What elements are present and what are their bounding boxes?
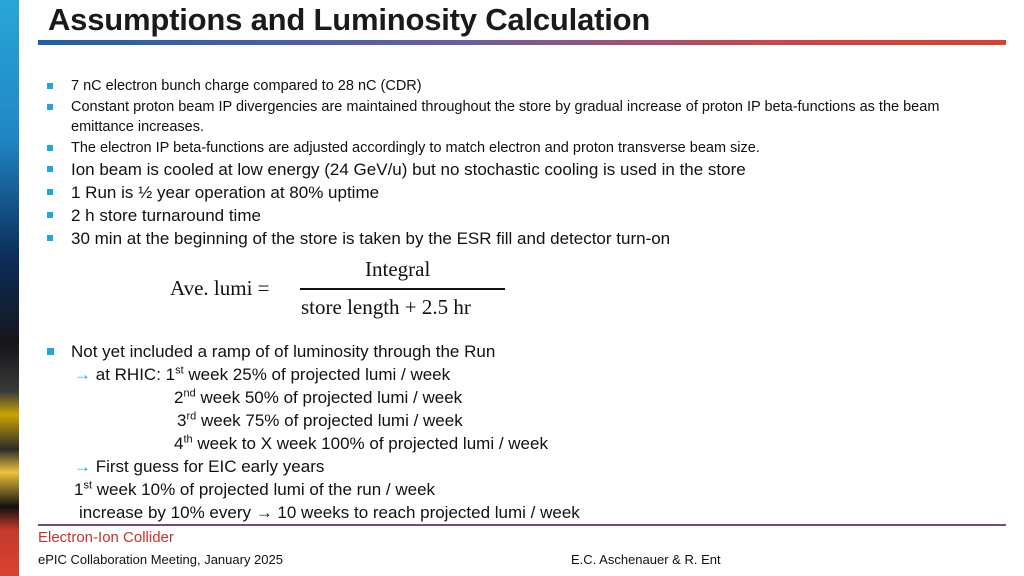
week-number: 1 xyxy=(165,365,176,384)
week-ordinal: st xyxy=(175,364,184,377)
side-decoration-strip xyxy=(0,0,19,576)
bullet-text: The electron IP beta-functions are adjusted accordingly to match electron and proton transverse beam size. xyxy=(71,139,760,156)
bullet-item xyxy=(44,204,1004,227)
bullet-text: 7 nC electron bunch charge compared to 28 nC (CDR) xyxy=(71,78,422,94)
rhic-week-1-line xyxy=(74,363,450,386)
week-text: week 10% of projected lumi of the run / week xyxy=(92,480,436,499)
arrow-right-icon: → xyxy=(255,503,273,522)
bullet-square-icon xyxy=(47,104,53,110)
bullet-item xyxy=(44,227,1004,250)
rhic-week-3-line xyxy=(177,409,463,432)
week-number: 1 xyxy=(74,480,84,499)
week-number: 2 xyxy=(174,388,184,407)
assumption-list xyxy=(44,76,1004,250)
week-ordinal: st xyxy=(83,479,93,492)
bullet-square-icon xyxy=(47,235,53,241)
bullet-item xyxy=(44,181,1004,204)
eic-guess-line xyxy=(74,455,324,478)
eic-increase-line xyxy=(79,501,580,524)
title-underline xyxy=(38,40,1006,45)
formula-numerator: Integral xyxy=(365,257,431,281)
week-ordinal: th xyxy=(183,433,193,446)
footer-logo-text: Electron-Ion Collider xyxy=(38,529,174,546)
week-ordinal: rd xyxy=(186,410,197,423)
week-text: week to X week 100% of projected lumi / week xyxy=(192,434,548,453)
bullet-text: Constant proton beam IP divergencies are maintained throughout the store by gradual increase of proton IP beta-functions as the beam emittance increases. xyxy=(71,98,940,135)
formula-lhs: Ave. lumi = xyxy=(170,276,270,300)
bullet-square-icon xyxy=(47,348,54,355)
week-number: 4 xyxy=(174,434,184,453)
bullet-item xyxy=(44,76,1004,97)
week-ordinal: nd xyxy=(183,387,196,400)
fraction-bar xyxy=(300,288,505,290)
bullet-text: Ion beam is cooled at low energy (24 GeV/u) but no stochastic cooling is used in the store xyxy=(71,160,746,179)
eic-guess-text: First guess for EIC early years xyxy=(95,457,325,476)
arrow-right-icon: → xyxy=(74,457,91,476)
week-text: week 50% of projected lumi / week xyxy=(195,388,463,407)
slide-title: Assumptions and Luminosity Calculation xyxy=(48,2,651,37)
week-text: week 75% of projected lumi / week xyxy=(196,411,463,430)
bullet-square-icon xyxy=(47,145,53,151)
ramp-intro-line xyxy=(44,340,495,363)
bullet-item xyxy=(44,158,1004,181)
bullet-square-icon xyxy=(47,166,53,172)
bullet-item xyxy=(44,138,1004,159)
eic-increase-text: increase by 10% every xyxy=(79,503,256,522)
arrow-right-icon: → xyxy=(74,365,91,384)
bullet-square-icon xyxy=(47,212,53,218)
footer-divider xyxy=(38,524,1006,526)
bullet-text: 1 Run is ½ year operation at 80% uptime xyxy=(71,183,380,202)
bullet-text: 30 min at the beginning of the store is taken by the ESR fill and detector turn-on xyxy=(71,229,671,248)
rhic-prefix: at RHIC: xyxy=(95,365,166,384)
week-number: 3 xyxy=(177,411,187,430)
bullet-square-icon xyxy=(47,83,53,89)
rhic-week-2-line xyxy=(174,386,462,409)
footer-authors: E.C. Aschenauer & R. Ent xyxy=(571,552,721,567)
eic-increase-text-2: 10 weeks to reach projected lumi / week xyxy=(272,503,580,522)
footer-meeting: ePIC Collaboration Meeting, January 2025 xyxy=(38,552,283,567)
bullet-item xyxy=(44,97,1004,138)
bullet-text: 2 h store turnaround time xyxy=(71,206,261,225)
formula-denominator: store length + 2.5 hr xyxy=(301,295,471,319)
week-text: week 25% of projected lumi / week xyxy=(183,365,451,384)
bullet-square-icon xyxy=(47,189,53,195)
ramp-intro-text: Not yet included a ramp of of luminosity through the Run xyxy=(71,342,496,361)
rhic-week-4-line xyxy=(174,432,548,455)
eic-week-1-line xyxy=(74,478,435,501)
